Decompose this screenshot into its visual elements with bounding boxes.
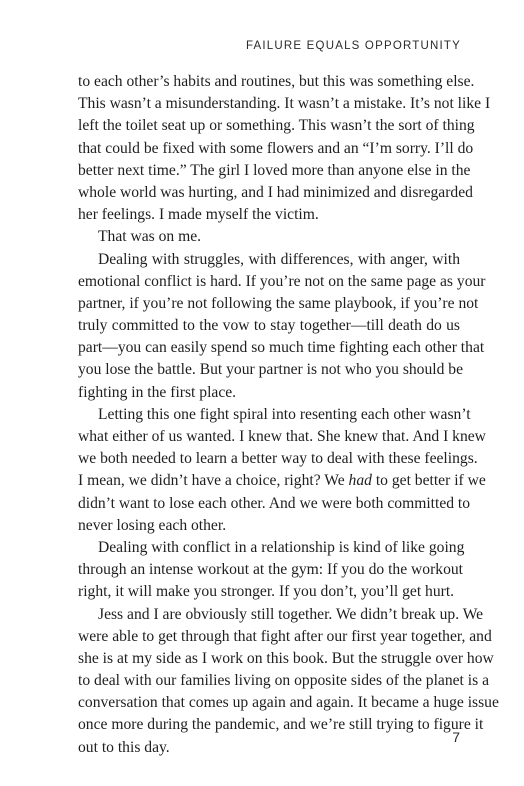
text-line: Dealing with struggles, with differences, with anger, with — [98, 250, 460, 268]
text-line: fighting in the first place. — [78, 383, 237, 401]
text-line: whole world was hurting, and I had minimized and disregarded — [78, 183, 473, 201]
text-line: right, it will make you stronger. If you don’t, you’ll get hurt. — [78, 583, 455, 601]
text-line: Jess and I are obviously still together. We didn’t break up. We — [98, 605, 484, 623]
text-line: part—you can easily spend so much time fighting each other that — [78, 339, 485, 357]
text-line: to deal with our families living on opposite sides of the planet is a — [78, 672, 489, 690]
text-line: you lose the battle. But your partner is not who you should be — [78, 361, 464, 379]
text-line: partner, if you’re not following the same playbook, if you’re not — [78, 294, 479, 312]
text-line: through an intense workout at the gym: If you do the workout — [78, 561, 464, 579]
text-line: never losing each other. — [78, 516, 227, 534]
text-line: that could be fixed with some flowers and an “I’m sorry. I’ll do — [78, 139, 474, 157]
text-line: we both needed to learn a better way to deal with these feelings. — [78, 450, 478, 468]
text-line: That was on me. — [98, 228, 202, 246]
text-line: emotional conflict is hard. If you’re not on the same page as your — [78, 272, 486, 290]
text-line: better next time.” The girl I loved more than anyone else in the — [78, 161, 471, 179]
running-head: FAILURE EQUALS OPPORTUNITY — [245, 40, 461, 52]
text-line: Letting this one fight spiral into resenting each other wasn’t — [98, 405, 471, 423]
text-line: Dealing with conflict in a relationship is kind of like going — [98, 538, 465, 556]
text-line: her feelings. I made myself the victim. — [78, 206, 319, 224]
text-line: what either of us wanted. I knew that. She knew that. And I knew — [78, 428, 486, 445]
text-line: left the toilet seat up or something. This wasn’t the sort of thing — [78, 117, 475, 135]
text-line: to each other’s habits and routines, but this was something else. — [78, 73, 475, 90]
emphasized-word: had — [348, 472, 372, 490]
text-line: This wasn’t a misunderstanding. It wasn’t a mistake. It’s not like I — [78, 95, 491, 113]
text-line: conversation that comes up again and again. It became a huge issue — [78, 694, 499, 712]
text-line: out to this day. — [78, 738, 170, 756]
text-line: truly committed to the vow to stay together—till death do us — [78, 317, 460, 335]
text-line: once more during the pandemic, and we’re still trying to figure it — [78, 716, 484, 734]
text-line: didn’t want to lose each other. And we were both committed to — [78, 494, 471, 512]
text-line: she is at my side as I work on this book. But the struggle over how — [78, 649, 494, 667]
text-segment: I mean, we didn’t have a choice, right? We — [78, 472, 349, 490]
page-number: 7 — [452, 729, 460, 745]
text-line: were able to get through that fight after our first year together, and — [78, 627, 492, 645]
text-line — [78, 470, 486, 492]
body-text — [78, 71, 499, 759]
text-segment: to get better if we — [371, 472, 486, 490]
